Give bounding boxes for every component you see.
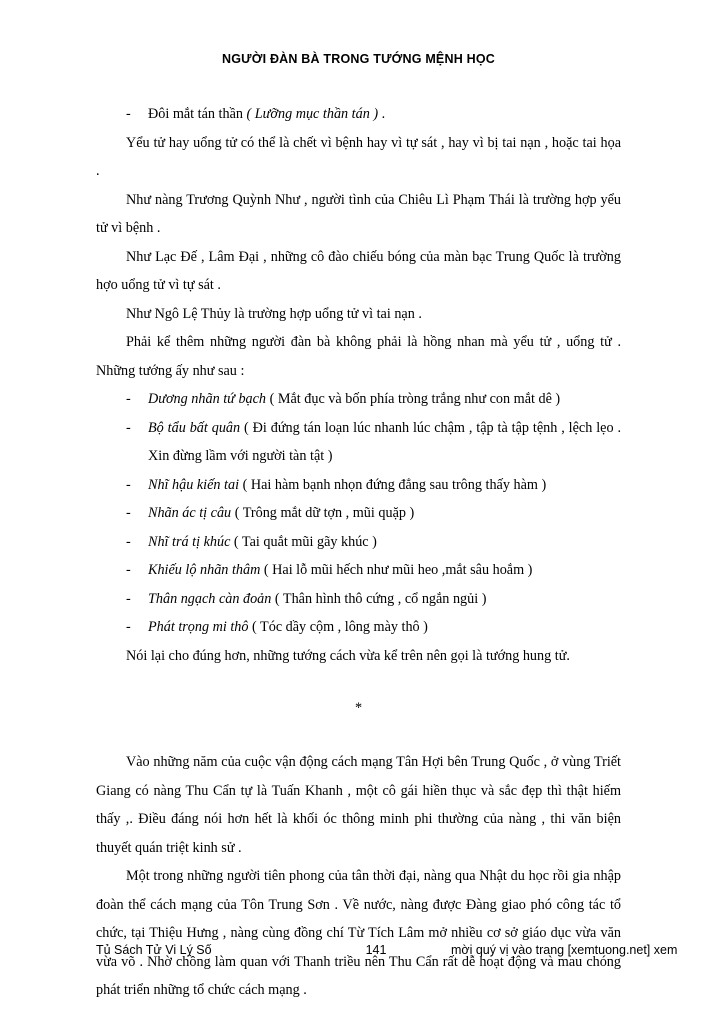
trait-name: Dương nhãn tứ bạch <box>148 391 267 407</box>
paragraph: Như Ngô Lệ Thủy là trường hợp uổng tử vì tai nạn . <box>126 305 422 322</box>
traits-list <box>96 385 621 642</box>
dash-marker: - <box>126 505 131 521</box>
list-item <box>96 528 621 557</box>
footer-left-text: Tủ Sách Tử Vi Lý Số <box>96 943 212 957</box>
trait-desc: ( Tóc dầy cộm , lông mày thô ) <box>252 619 428 635</box>
paragraph: Yểu tử hay uổng tử có thể là chết vì bệnh hay vì tự sát , hay vì bị tai nạn , hoặc tai họa . <box>96 134 621 179</box>
list-item <box>96 556 621 585</box>
page-number: 141 <box>365 943 387 957</box>
trait-name: Nhãn ác tị câu <box>148 505 232 521</box>
dash-marker: - <box>126 619 131 635</box>
trait-desc: ( Thân hình thô cứng , cổ ngắn ngủi ) <box>274 590 487 607</box>
trait-name: Khiếu lộ nhãn thâm <box>148 562 261 578</box>
trait-desc: ( Tai quắt mũi gãy khúc ) <box>233 533 377 550</box>
dash-marker: - <box>126 533 131 550</box>
page-title: NGƯỜI ĐÀN BÀ TRONG TƯỚNG MỆNH HỌC <box>222 52 495 66</box>
dash-marker: - <box>126 562 131 578</box>
paragraph: Như nàng Trương Quỳnh Như , người tình của Chiêu Lì Phạm Thái là trường hợp yểu tử vì bệnh . <box>96 191 621 236</box>
trait-desc: ( Hai lỗ mũi hếch như mũi heo ,mắt sâu hoắm ) <box>263 562 533 578</box>
paragraph: Nói lại cho đúng hơn, những tướng cách vừa kể trên nên gọi là tướng hung tử. <box>126 647 570 664</box>
page-footer <box>96 943 687 957</box>
footer-right-text: mời quý vị vào trang [xemtuong.net] xem <box>451 943 678 957</box>
trait-name: Nhĩ trá tị khúc <box>148 533 231 550</box>
list-item <box>96 585 621 614</box>
trait-name: Phát trọng mi thô <box>148 619 249 635</box>
dash-marker: - <box>126 106 131 122</box>
list-item <box>96 613 621 642</box>
list-item <box>96 471 621 500</box>
trait-desc: ( Hai hàm bạnh nhọn đứng đẳng sau trông thấy hàm ) <box>242 476 547 493</box>
bullet-text-end: . <box>381 106 386 122</box>
dash-marker: - <box>126 419 131 436</box>
list-item <box>96 414 621 471</box>
first-bullet-list <box>96 100 621 129</box>
list-item <box>96 499 621 528</box>
bullet-text-italic: ( Lưỡng mục thần tán ) <box>246 106 382 122</box>
document-body <box>96 100 621 1005</box>
paragraph: Vào những năm của cuộc vận động cách mạng Tân Hợi bên Trung Quốc , ở vùng Triết Giang có nàng Thu Cẩn tự là Tuấn Khanh , một cô gái hiền thục và sắc đẹp thì thật hiếm thấy ,. Điều đáng nói hơn hết là khối óc thông minh phi thường của nàng , thi văn biện thuyết quán triệt kinh sử . <box>96 754 621 856</box>
paragraph: Phải kể thêm những người đàn bà không phải là hồng nhan mà yểu tử , uổng tử . Những tướng ấy như sau : <box>96 334 621 379</box>
dash-marker: - <box>126 476 131 493</box>
list-item <box>96 100 621 129</box>
dash-marker: - <box>126 391 131 407</box>
trait-desc: ( Mắt đục và bốn phía tròng trắng như con mắt dê ) <box>269 391 561 407</box>
dash-marker: - <box>126 590 131 607</box>
trait-desc: ( Đi đứng tán loạn lúc nhanh lúc chậm , tập tà tập tệnh , lệch lẹo . Xin đừng lầm với người tàn tật ) <box>148 419 621 464</box>
list-item <box>96 385 621 414</box>
paragraph: Như Lạc Đế , Lâm Đại , những cô đào chiếu bóng của màn bạc Trung Quốc là trường hợo uổng tử vì tự sát . <box>96 248 621 293</box>
section-separator: * <box>354 700 363 716</box>
bullet-text-plain: Đôi mắt tán thần <box>148 106 247 122</box>
trait-name: Bộ tẩu bất quân <box>148 419 241 436</box>
trait-name: Nhĩ hậu kiến tai <box>148 476 240 493</box>
trait-desc: ( Trông mắt dữ tợn , mũi quặp ) <box>234 505 415 521</box>
trait-name: Thân ngạch càn đoản <box>148 590 272 607</box>
paragraph: Một trong những người tiên phong của tân thời đại, nàng qua Nhật du học rồi gia nhập đoàn thể cách mạng của Tôn Trung Sơn . Về nước, nàng được Đàng giao phó công tác tổ chức, tại Thiệu Hưng , nàng cùng đồng chí Từ Tích Lâm mở nhiều cơ sở giáo dục vừa văn vừa võ . Nhờ chồng làm quan với Thanh triều nên Thu Cẩn rất dễ hoạt động và mau chóng phát triển những tổ chức cách mạng . <box>96 868 621 998</box>
